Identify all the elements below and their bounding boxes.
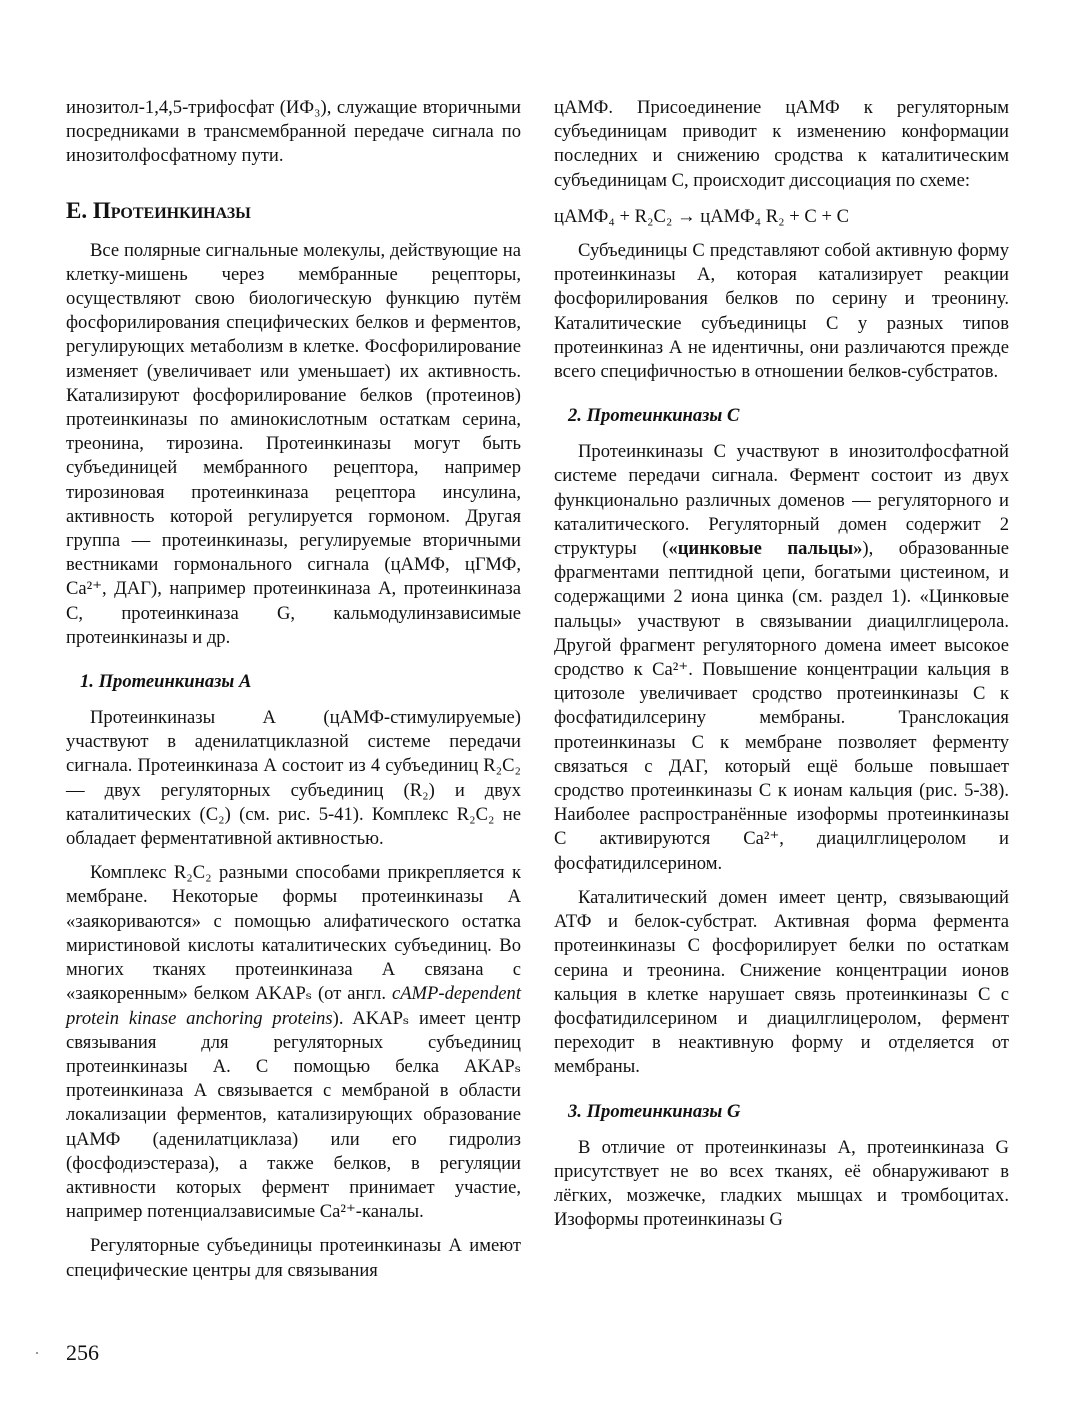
reaction-equation: цАМФ₄ + R₂C₂ → цАМФ₄ R₂ + C + C [554, 205, 850, 227]
bold-term: «цинковые пальцы» [668, 538, 863, 560]
scan-speck [36, 1352, 38, 1354]
paragraph: Все полярные сигнальные молекулы, действующие на клетку-мишень через мембранные рецепторы, осуществляют свою биологическую функцию путём фосфорилирования специфических белков и ферментов, регулирующих метаболизм в клетке. Фосфорилирование изменяет (увеличивает или уменьшает) их активность. Катализируют фосфорилирование белков (протеинов) протеинкиназы по аминокислотным остаткам серина, треонина, тирозина. Протеинкиназы могут быть субъединицей мембранного рецептора, например тирозиновая протеинкиназа рецептора инсулина, активность которой регулируется гормоном. Другая группа — протеинкиназы, регулируемые вторичными вестниками гормонального сигнала (цАМФ, цГМФ, Ca²⁺, ДАГ), например протеинкиназа А, протеинкиназа С, протеинкиназа G, кальмодулинзависимые протеинкиназы и др. [66, 239, 521, 648]
page-number: 256 [66, 1340, 99, 1365]
paragraph: Протеинкиназы С участвуют в инозитолфосфатной системе передачи сигнала. Фермент состоит из двух функционально различных доменов — регуляторного и каталитического. Регуляторный домен содержит 2 структуры («цинковые пальцы»), образованные фрагментами пептидной цепи, богатыми цистеином, и содержащими 2 иона цинка (см. раздел 1). «Цинковые пальцы» участвуют в связывании диацилглицерола. Другой фрагмент регуляторного домена имеет высокое сродство к Ca²⁺. Повышение концентрации кальция в цитозоле увеличивает сродство протеинкиназы С к фосфатидилсерину мембраны. Транслокация протеинкиназы С к мембране позволяет ферменту связаться с ДАГ, который ещё больше повышает сродство протеинкиназы С к ионам кальция (рис. 5-38). Наиболее распространённые изоформы протеинкиназы С активируются Ca²⁺, диацилглицеролом и фосфатидилсерином. [554, 441, 1009, 874]
paragraph: Комплекс R₂C₂ разными способами прикрепляется к мембране. Некоторые формы протеинкиназы А «заякориваются» с помощью алифатического остатка миристиновой кислоты каталитических субъединиц. Во многих тканях протеинкиназа А связана с «заякоренным» белком AKAPₛ (от англ. cAMP-dependent protein kinase anchoring proteins). AKAPₛ имеет центр связывания для регуляторных субъединиц протеинкиназы А. С помощью белка AKAPₛ протеинкиназа А связывается с мембраной в области локализации ферментов, катализирующих образование цАМФ (аденилатциклаза) или его гидролиз (фосфодиэстераза), а также белков, в регуляции активности которых фермент принимает участие, например потенциалзависимые Ca²⁺-каналы. [66, 862, 521, 1223]
right-column [554, 96, 1009, 1232]
paragraph: Регуляторные субъединицы протеинкиназы А имеют специфические центры для связывания [66, 1235, 521, 1281]
english-term: cAMP-dependent protein kinase anchoring proteins [66, 983, 521, 1029]
section-heading [66, 197, 521, 225]
paragraph: цАМФ. Присоединение цАМФ к регуляторным субъединицам приводит к изменению конформации последних и снижению сродства к каталитическим субъединицам С, происходит диссоциация по схеме: [554, 97, 1009, 191]
paragraph: Каталитический домен имеет центр, связывающий АТФ и белок-субстрат. Активная форма фермента протеинкиназы С фосфорилирует белки по остаткам серина и треонина. Снижение концентрации ионов кальция в клетке нарушает связь протеинкиназы С с фосфатидилсерином и диацилглицеролом, фермент переходит в неактивную форму и отделяется от мембраны. [554, 886, 1009, 1078]
paragraph: Протеинкиназы А (цАМФ-стимулируемые) участвуют в аденилатциклазной системе передачи сигнала. Протеинкиназа А состоит из 4 субъединиц R₂C₂ — двух регуляторных субъединиц (R₂) и двух каталитических (C₂) (см. рис. 5-41). Комплекс R₂C₂ не обладает ферментативной активностью. [66, 707, 521, 850]
section-letter: Е. [66, 197, 88, 223]
paragraph: Субъединицы С представляют собой активную форму протеинкиназы А, которая катализирует реакции фосфорилирования белков по серину и треонину. Каталитические субъединицы С у разных типов протеинкиназ А не идентичны, они различаются прежде всего специфичностью в отношении белков-субстратов. [554, 240, 1009, 383]
subsection-heading: 3. Протеинкиназы G [568, 1100, 741, 1122]
paragraph: В отличие от протеинкиназы А, протеинкиназа G присутствует не во всех тканях, её обнаруживают в лёгких, мозжечке, гладких мышцах и тромбоцитах. Изоформы протеинкиназы G [554, 1136, 1009, 1231]
subsection-heading: 1. Протеинкиназы А [80, 671, 252, 693]
section-title: Протеинкиназы [92, 197, 251, 223]
paragraph: инозитол-1,4,5-трифосфат (ИФ₃), служащие вторичными посредниками в трансмембранной передаче сигнала по инозитолфосфатному пути. [66, 97, 521, 167]
subsection-heading: 2. Протеинкиназы С [568, 405, 740, 427]
left-column [66, 96, 521, 1283]
